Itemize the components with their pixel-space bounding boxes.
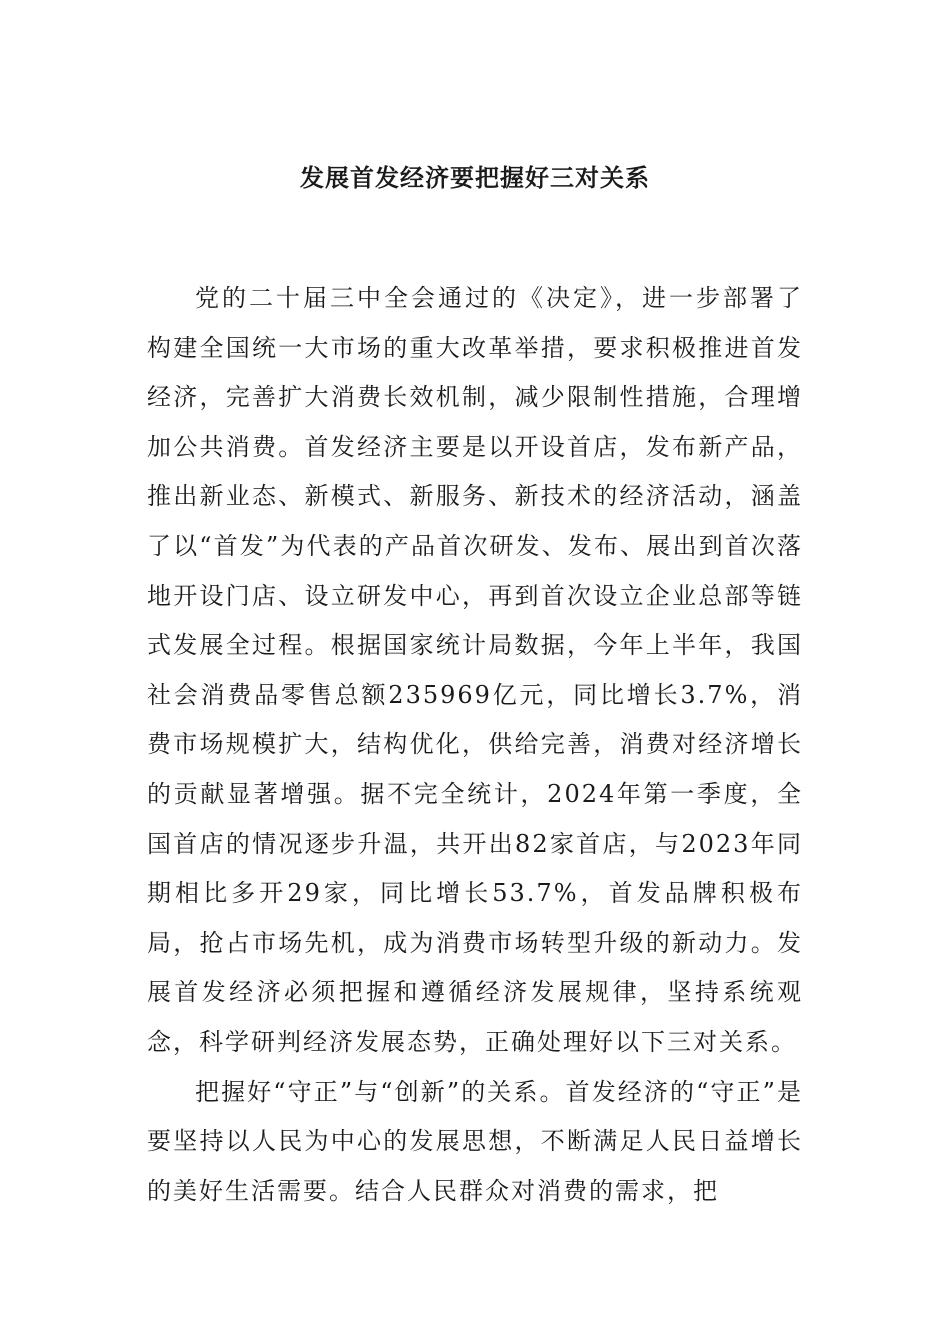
document-body xyxy=(147,274,803,1216)
paragraph: 把握好“守正”与“创新”的关系。首发经济的“守正”是要坚持以人民为中心的发展思想，不断满足人民日益增长的美好生活需要。结合人民群众对消费的需求，把 xyxy=(147,1077,803,1205)
document-title: 发展首发经济要把握好三对关系 xyxy=(300,163,650,192)
paragraph: 党的二十届三中全会通过的《决定》，进一步部署了构建全国统一大市场的重大改革举措，要求积极推进首发经济，完善扩大消费长效机制，减少限制性措施，合理增加公共消费。首发经济主要是以开设首店，发布新产品，推出新业态、新模式、新服务、新技术的经济活动，涵盖了以“首发”为代表的产品首次研发、发布、展出到首次落地开设门店、设立研发中心，再到首次设立企业总部等链式发展全过程。根据国家统计局数据，今年上半年，我国社会消费品零售总额235969亿元，同比增长3.7%，消费市场规模扩大，结构优化，供给完善，消费对经济增长的贡献显著增强。据不完全统计，2024年第一季度，全国首店的情况逐步升温，共开出82家首店，与2023年同期相比多开29家，同比增长53.7%，首发品牌积极布局，抢占市场先机，成为消费市场转型升级的新动力。发展首发经济必须把握和遵循经济发展规律，坚持系统观念，科学研判经济发展态势，正确处理好以下三对关系。 xyxy=(147,284,803,1056)
